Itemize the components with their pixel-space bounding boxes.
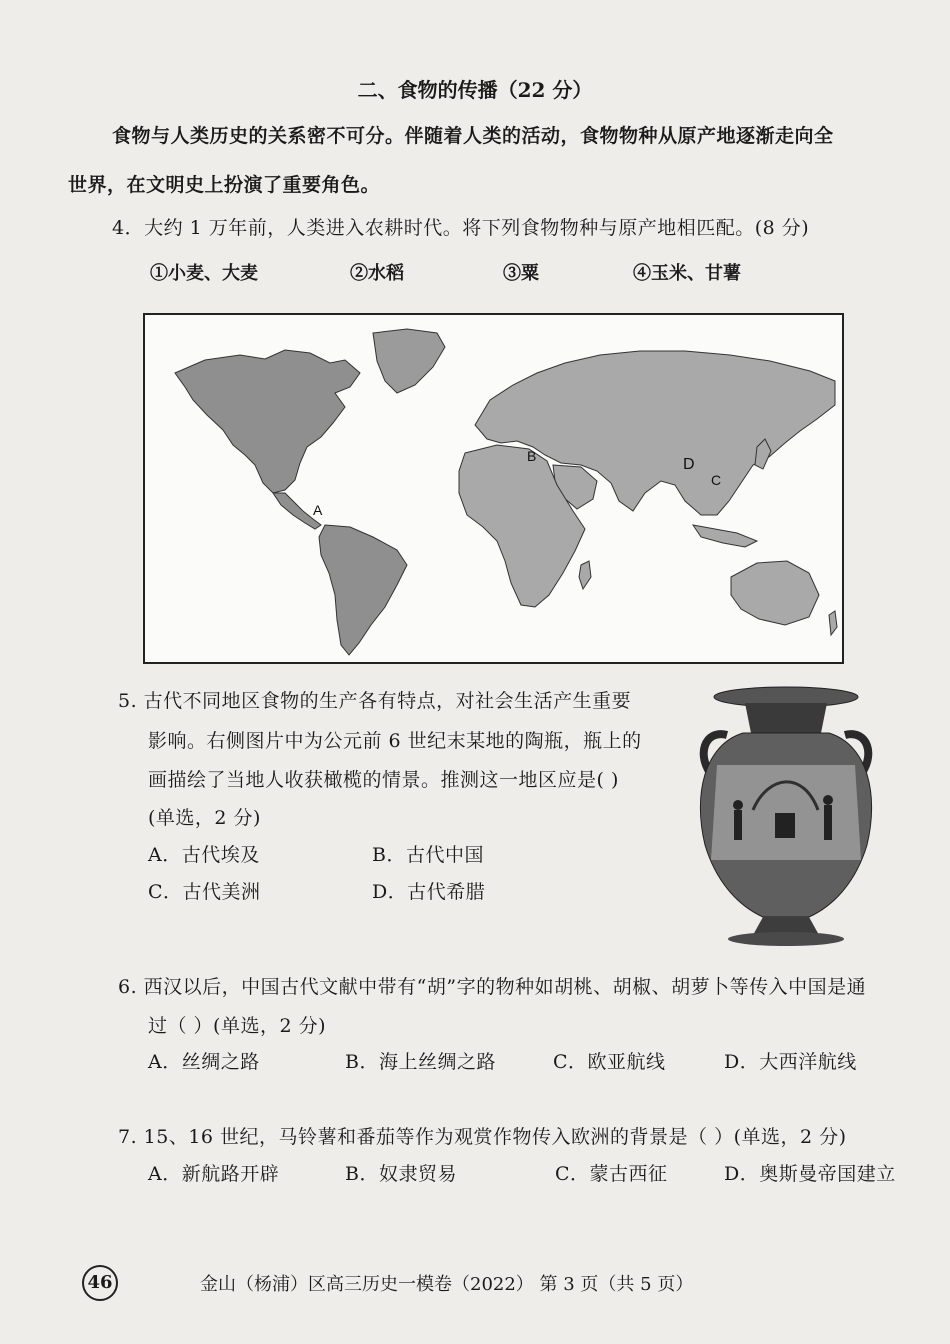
page-badge: 46 — [82, 1265, 118, 1301]
north-america — [175, 350, 360, 493]
intro-line-2: 世界，在文明史上扮演了重要角色。 — [68, 174, 381, 196]
world-map-graphic — [145, 315, 842, 662]
q6-option-a: A．丝绸之路 — [148, 1051, 260, 1073]
q6-line-2: 过（ ）(单选，2 分) — [148, 1015, 326, 1037]
q5-option-d: D．古代希腊 — [372, 881, 486, 903]
q4-option-2: ②水稻 — [350, 263, 404, 284]
footer-text: 金山（杨浦）区高三历史一模卷（2022） 第 3 页（共 5 页） — [200, 1274, 694, 1295]
section-title: 二、食物的传播（22 分） — [357, 78, 593, 102]
map-label-c: C — [711, 472, 722, 488]
south-america — [319, 525, 407, 655]
q4-option-3: ③粟 — [503, 263, 539, 284]
q6-option-c: C．欧亚航线 — [553, 1051, 666, 1073]
indonesia — [693, 525, 757, 547]
q6-line-1: 6. 西汉以后，中国古代文献中带有“胡”字的物种如胡桃、胡椒、胡萝卜等传入中国是通 — [118, 976, 867, 998]
map-label-b: B — [527, 448, 537, 464]
q5-line-2: 影响。右侧图片中为公元前 6 世纪末某地的陶瓶，瓶上的 — [148, 730, 642, 752]
q5-line-3: 画描绘了当地人收获橄榄的情景。推测这一地区应是( ) — [148, 769, 619, 791]
q5-line-4: (单选，2 分) — [148, 807, 261, 829]
q4-option-1: ①小麦、大麦 — [150, 263, 258, 284]
q6-option-b: B．海上丝绸之路 — [345, 1051, 496, 1073]
madagascar — [579, 561, 591, 589]
q7-option-a: A．新航路开辟 — [148, 1163, 280, 1185]
greek-amphora-image — [683, 685, 888, 947]
australia — [731, 561, 819, 625]
q6-option-d: D．大西洋航线 — [724, 1051, 857, 1073]
q5-option-c: C．古代美洲 — [148, 881, 261, 903]
world-map — [143, 313, 844, 664]
map-label-d: D — [683, 456, 695, 473]
q7-option-c: C．蒙古西征 — [555, 1163, 668, 1185]
new-zealand — [829, 611, 837, 635]
q7-line-1: 7. 15、16 世纪，马铃薯和番茄等作为观赏作物传入欧洲的背景是（ ）(单选，2 分) — [118, 1126, 847, 1148]
intro-line-1: 食物与人类历史的关系密不可分。伴随着人类的活动，食物物种从原产地逐渐走向全 — [112, 125, 834, 147]
map-label-a: A — [313, 502, 323, 518]
q7-option-d: D．奥斯曼帝国建立 — [724, 1163, 896, 1185]
greenland — [373, 329, 445, 393]
question-4-stem: 4．大约 1 万年前，人类进入农耕时代。将下列食物物种与原产地相匹配。(8 分) — [112, 217, 810, 239]
q5-option-b: B．古代中国 — [372, 844, 484, 866]
q4-option-4: ④玉米、甘薯 — [633, 263, 741, 284]
q7-option-b: B．奴隶贸易 — [345, 1163, 457, 1185]
q5-line-1: 5. 古代不同地区食物的生产各有特点，对社会生活产生重要 — [118, 690, 632, 712]
q5-option-a: A．古代埃及 — [148, 844, 260, 866]
